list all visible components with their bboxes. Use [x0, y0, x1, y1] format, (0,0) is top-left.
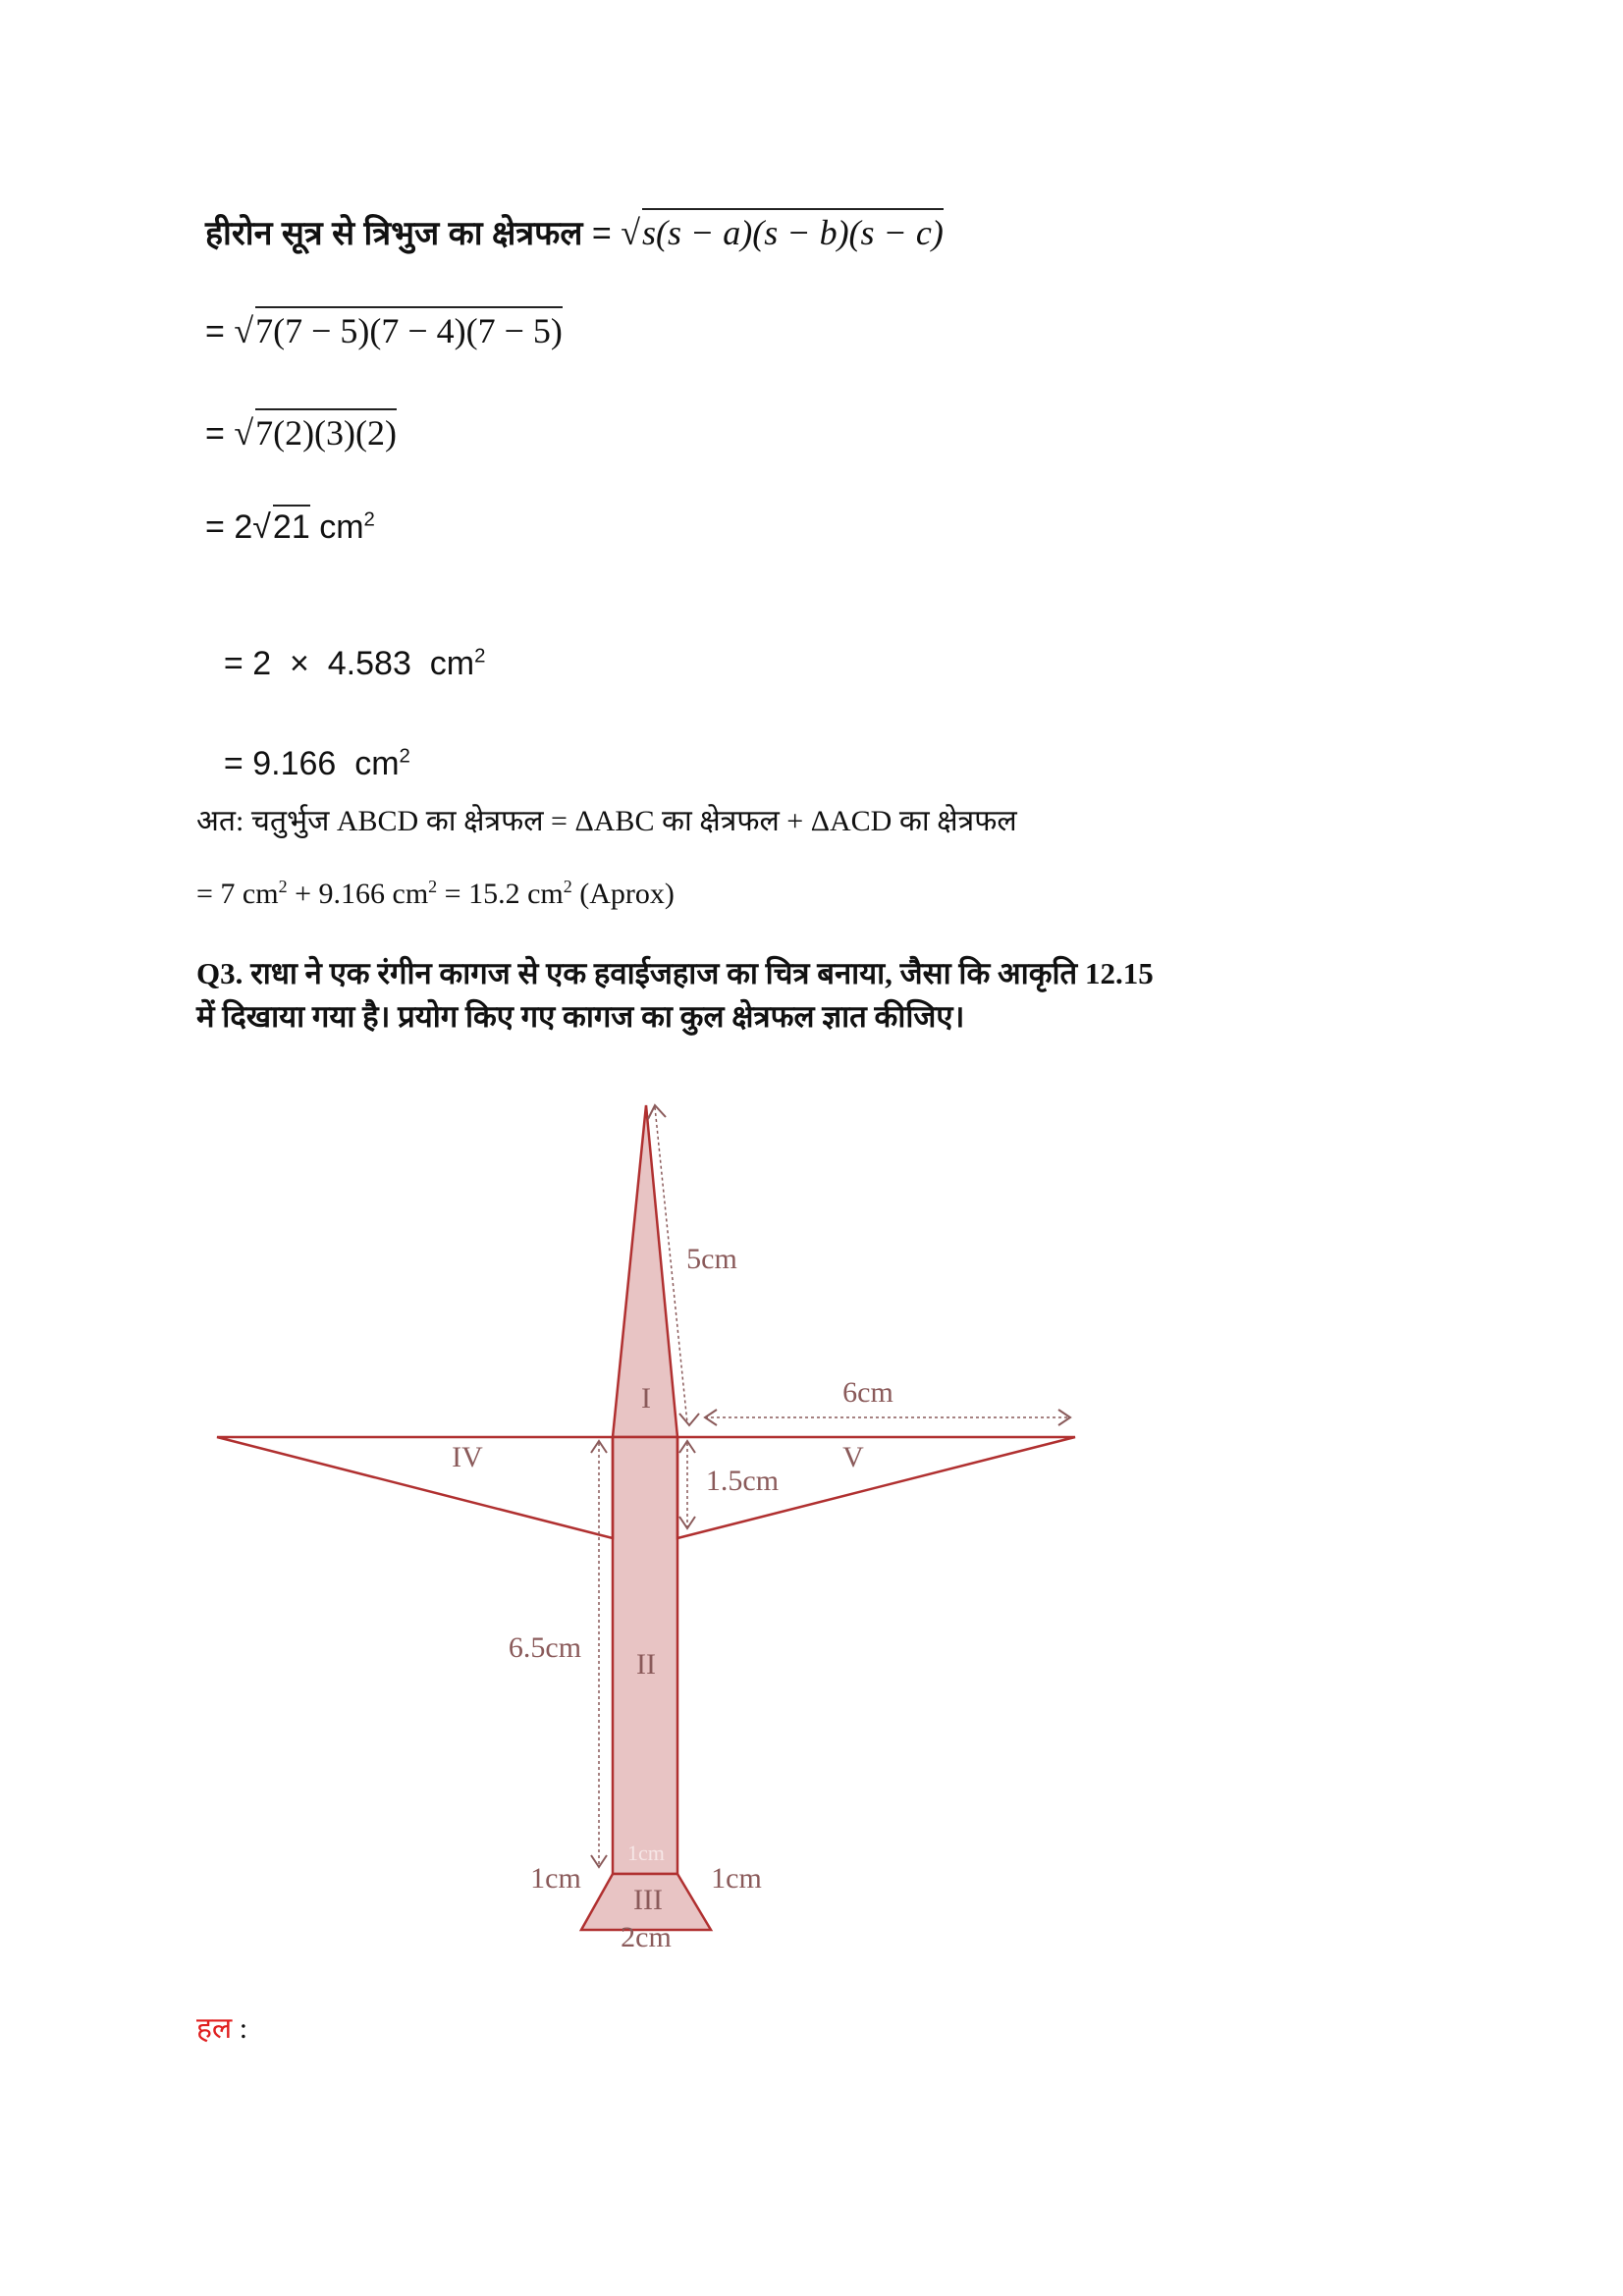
term-1: = 7 cm	[196, 878, 279, 910]
equals-sign: =	[223, 645, 243, 682]
label-1cm-inner: 1cm	[627, 1841, 665, 1865]
part-iv-wing	[217, 1437, 613, 1538]
heron-formula-line: हीरोन सूत्र से त्रिभुज का क्षेत्रफल = √s(s − a)(s − b)(s − c)	[205, 208, 944, 254]
solution-word: हल	[196, 2012, 233, 2045]
label-part-iv: IV	[452, 1441, 483, 1473]
result: = 15.2 cm	[437, 878, 564, 910]
question-line-1: Q3. राधा ने एक रंगीन कागज से एक हवाईजहाज का चित्र बनाया, जैसा कि आकृति 12.15	[196, 956, 1154, 990]
conclusion-line-1: अत: चतुर्भुज ABCD का क्षेत्रफल = ΔABC का क्षेत्रफल + ΔACD का क्षेत्रफल	[196, 805, 1017, 837]
approx-note: (Aprox)	[571, 878, 675, 910]
term-2: + 9.166 cm	[287, 878, 429, 910]
step-5-text: 9.166 cm	[252, 745, 400, 782]
step-3-coef: 2	[234, 508, 253, 546]
exponent: 2	[474, 645, 486, 667]
label-part-ii: II	[636, 1648, 656, 1681]
label-2cm: 2cm	[621, 1921, 672, 1953]
label-6-5cm: 6.5cm	[508, 1631, 582, 1664]
step-3: = 2√21 $cm^2$	[205, 505, 375, 547]
equals-sign: =	[223, 745, 243, 782]
step-4-text: 2 × 4.583 cm	[252, 645, 475, 682]
label-1cm-left: 1cm	[530, 1862, 581, 1895]
label-6cm: 6cm	[842, 1376, 893, 1409]
equals-sign: =	[591, 215, 612, 252]
step-3-radicand: 21	[273, 505, 310, 547]
label-part-i: I	[641, 1382, 651, 1415]
solution-label	[196, 2006, 247, 2047]
label-part-v: V	[842, 1441, 864, 1473]
exponent: 2	[428, 877, 438, 896]
label-5cm: 5cm	[686, 1243, 737, 1275]
label-1-5cm: 1.5cm	[705, 1465, 780, 1497]
step-1-radicand: 7(7 − 5)(7 − 4)(7 − 5)	[255, 306, 563, 351]
exponent: 2	[563, 877, 572, 896]
exponent: 2	[363, 508, 375, 531]
step-2: = √7(2)(3)(2)	[205, 408, 397, 454]
heron-label: हीरोन सूत्र से त्रिभुज का क्षेत्रफल	[205, 215, 583, 252]
equals-sign: =	[205, 313, 225, 350]
question-line-2: में दिखाया गया है। प्रयोग किए गए कागज का कुल क्षेत्रफल ज्ञात कीजिए।	[196, 999, 965, 1034]
label-part-iii: III	[633, 1884, 663, 1916]
solution-colon: :	[239, 2012, 248, 2045]
step-2-radicand: 7(2)(3)(2)	[255, 408, 397, 454]
label-1cm-right: 1cm	[711, 1862, 762, 1895]
heron-formula: s(s − a)(s − b)(s − c)	[642, 208, 944, 253]
exponent: 2	[278, 877, 288, 896]
equals-sign: =	[205, 415, 225, 453]
step-3-unit: cm	[319, 508, 364, 546]
equals-sign: =	[205, 508, 225, 546]
step-1: = √7(7 − 5)(7 − 4)(7 − 5)	[205, 306, 563, 351]
exponent: 2	[399, 745, 410, 768]
